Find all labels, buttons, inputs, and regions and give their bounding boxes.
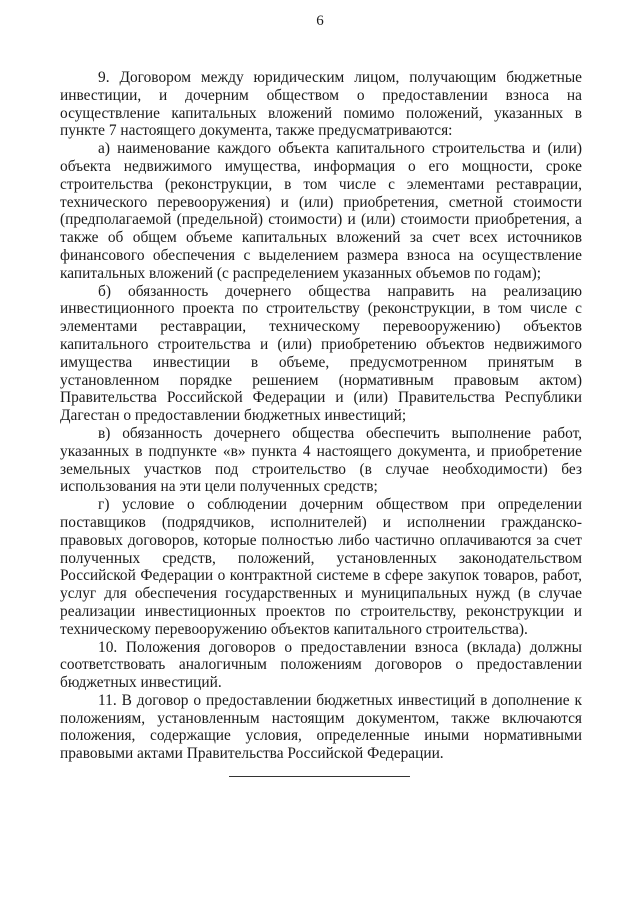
end-separator-line <box>229 776 410 777</box>
paragraph-9-a: а) наименование каждого объекта капитального строительства и (или) объекта недвижимого имущества, информация о его мощности, сроке строительства (реконструкции, в том числе с элементами реставрации, технического перевооружения) и (или) приобретения, сметной стоимости (предполагаемой (предельной) стоимости) и (или) стоимости приобретения, а также об общем объеме капитальных вложений за счет всех источников финансового обеспечения с выделением размера взноса на осуществление капитальных вложений (с распределением указанных объемов по годам); <box>60 140 582 282</box>
paragraph-9-g: г) условие о соблюдении дочерним обществом при определении поставщиков (подрядчиков, исполнителей) и исполнении гражданско-правовых договоров, которые полностью либо частично оплачиваются за счет полученных средств, положений, установленных законодательством Российской Федерации о контрактной системе в сфере закупок товаров, работ, услуг для обеспечения государственных и муниципальных нужд (в случае реализации инвестиционных проектов по строительству, реконструкции и техническому перевооружению объектов капитального строительства). <box>60 496 582 638</box>
document-body <box>60 69 582 763</box>
paragraph-10: 10. Положения договоров о предоставлении взноса (вклада) должны соответствовать аналогичным положениям договоров о предоставлении бюджетных инвестиций. <box>60 638 582 692</box>
paragraph-9-v: в) обязанность дочернего общества обеспечить выполнение работ, указанных в подпункте «в» пункта 4 настоящего документа, и приобретение земельных участков под строительство (в случае необходимости) без использования на эти цели полученных средств; <box>60 424 582 496</box>
paragraph-11: 11. В договор о предоставлении бюджетных инвестиций в дополнение к положениям, установленным настоящим документом, также включаются положения, содержащие условия, определенные иными нормативными правовыми актами Правительства Российской Федерации. <box>60 691 582 763</box>
paragraph-9: 9. Договором между юридическим лицом, получающим бюджетные инвестиции, и дочерним обществом о предоставлении взноса на осуществление капитальных вложений помимо положений, указанных в пункте 7 настоящего документа, также предусматриваются: <box>60 69 582 140</box>
paragraph-9-b: б) обязанность дочернего общества направить на реализацию инвестиционного проекта по строительству (реконструкции, в том числе с элементами реставрации, техническому перевооружению) объектов капитального строительства и (или) приобретению объектов недвижимого имущества инвестиции в объеме, предусмотренном принятым в установленном порядке решением (нормативным правовым актом) Правительства Российской Федерации и (или) Правительства Республики Дагестан о предоставлении бюджетных инвестиций; <box>60 282 582 425</box>
page-number: 6 <box>316 13 324 29</box>
